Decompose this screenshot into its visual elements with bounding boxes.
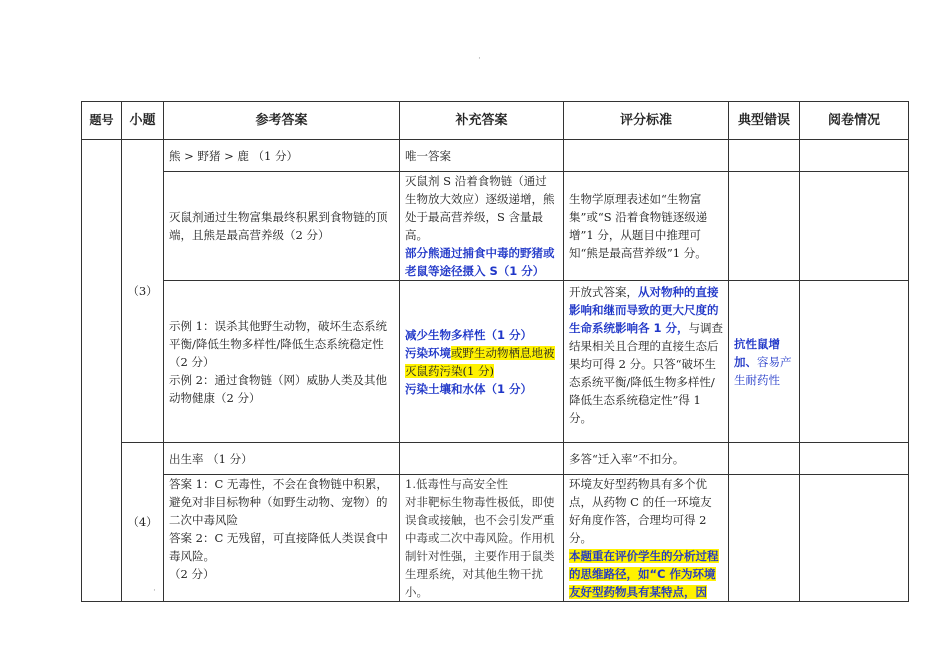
table-row	[82, 281, 909, 443]
bottom-dot-mark: ·	[153, 586, 156, 596]
grading-status-cell	[800, 140, 909, 172]
typical-error-cell: 抗性鼠增加、容易产生耐药性	[729, 281, 800, 443]
table-row	[82, 443, 909, 475]
typical-error-cell	[729, 172, 800, 281]
header-reference-answer: 参考答案	[164, 102, 400, 140]
grading-table	[81, 101, 909, 602]
criteria-highlight: 本题重在评价学生的分析过程的思维路径，如“C 作为环境友好型药物具有某特点，因	[569, 549, 719, 599]
ref-answer-cell: 出生率 （1 分）	[164, 443, 400, 475]
example-1-text: 示例 1：误杀其他野生动物，破坏生态系统平衡/降低生物多样性/降低生态系统稳定性（2 分）	[169, 318, 387, 369]
answer-1-text: 答案 1：C 无毒性，不会在食物链中积累，避免对非目标物种（如野生动物、宠物）的二次中毒风险	[169, 477, 388, 527]
grading-status-cell	[800, 443, 909, 475]
criteria-bold: 从对物种的直接影响和继而导致的更大尺度的生命系统影响各 1 分，	[569, 285, 719, 335]
ref-answer-cell	[164, 281, 400, 443]
criteria-cell	[564, 140, 729, 172]
supp-answer-cell: 唯一答案	[400, 140, 564, 172]
ref-answer-cell	[164, 475, 400, 602]
supp-point-2: 污染环境或野生动物栖息地被灭鼠药污染(1 分)	[405, 345, 555, 378]
supp-body: 对非靶标生物毒性极低，即使误食或接触，也不会引发严重中毒或二次中毒风险。作用机制针对性强，主要作用于鼠类生理系统，对其他生物干扰小。	[405, 495, 555, 599]
criteria-text: 环境友好型药物具有多个优点，从药物 C 的任一环境友好角度作答，合理均可得 2 分。	[569, 477, 712, 545]
criteria-cell	[564, 475, 729, 602]
header-question-no: 题号	[82, 102, 122, 140]
supp-answer-cell	[400, 172, 564, 281]
table-row	[82, 172, 909, 281]
header-supplementary-answer: 补充答案	[400, 102, 564, 140]
supp-title: 1.低毒性与高安全性	[405, 477, 508, 491]
supp-answer-bold: 部分熊通过捕食中毒的野猪或老鼠等途径摄入 S（1 分）	[405, 246, 555, 278]
answer-2-text: 答案 2：C 无残留，可直接降低人类误食中毒风险。	[169, 531, 388, 563]
typical-error-cell	[729, 475, 800, 602]
typical-error-cell	[729, 140, 800, 172]
grading-status-cell	[800, 281, 909, 443]
header-typical-errors: 典型错误	[729, 102, 800, 140]
score-text: （2 分）	[169, 567, 215, 581]
ref-answer-cell: 熊 > 野猪 > 鹿 （1 分）	[164, 140, 400, 172]
sub-question-label: （3）	[122, 140, 164, 443]
criteria-cell: 生物学原理表述如“生物富集”或“S 沿着食物链逐级递增”1 分，从题目中推理可知“熊是最高营养级”1 分。	[564, 172, 729, 281]
supp-answer-cell	[400, 443, 564, 475]
question-number-cell	[82, 140, 122, 602]
supp-point-1: 减少生物多样性（1 分）	[405, 327, 533, 342]
criteria-cell: 多答“迁入率”不扣分。	[564, 443, 729, 475]
grading-status-cell	[800, 475, 909, 602]
sub-question-label: （4）	[122, 443, 164, 602]
top-dot-mark: ·	[478, 54, 481, 64]
ref-answer-cell: 灭鼠剂通过生物富集最终积累到食物链的顶端，且熊是最高营养级（2 分）	[164, 172, 400, 281]
highlighted-text: 或野生动物栖息地被灭鼠药污染(1 分)	[405, 345, 555, 378]
supp-answer-cell	[400, 475, 564, 602]
header-row	[82, 102, 909, 140]
header-sub-question: 小题	[122, 102, 164, 140]
typical-error-cell	[729, 443, 800, 475]
supp-answer-cell	[400, 281, 564, 443]
table-row	[82, 140, 909, 172]
header-scoring-criteria: 评分标准	[564, 102, 729, 140]
supp-point-3: 污染土壤和水体（1 分）	[405, 381, 533, 396]
table-row	[82, 475, 909, 602]
criteria-cell: 开放式答案，从对物种的直接影响和继而导致的更大尺度的生命系统影响各 1 分，与调查结果相关且合理的直接生态后果均可得 2 分。只答“破坏生态系统平衡/降低生物多样性/降低生态系统稳定性”得 1 分。	[564, 281, 729, 443]
supp-answer-text: 灭鼠剂 S 沿着食物链（通过生物放大效应）逐级递增，熊处于最高营养级，S 含量最高。	[405, 174, 555, 242]
header-grading-status: 阅卷情况	[800, 102, 909, 140]
example-2-text: 示例 2：通过食物链（网）威胁人类及其他动物健康（2 分）	[169, 372, 387, 405]
grading-status-cell	[800, 172, 909, 281]
